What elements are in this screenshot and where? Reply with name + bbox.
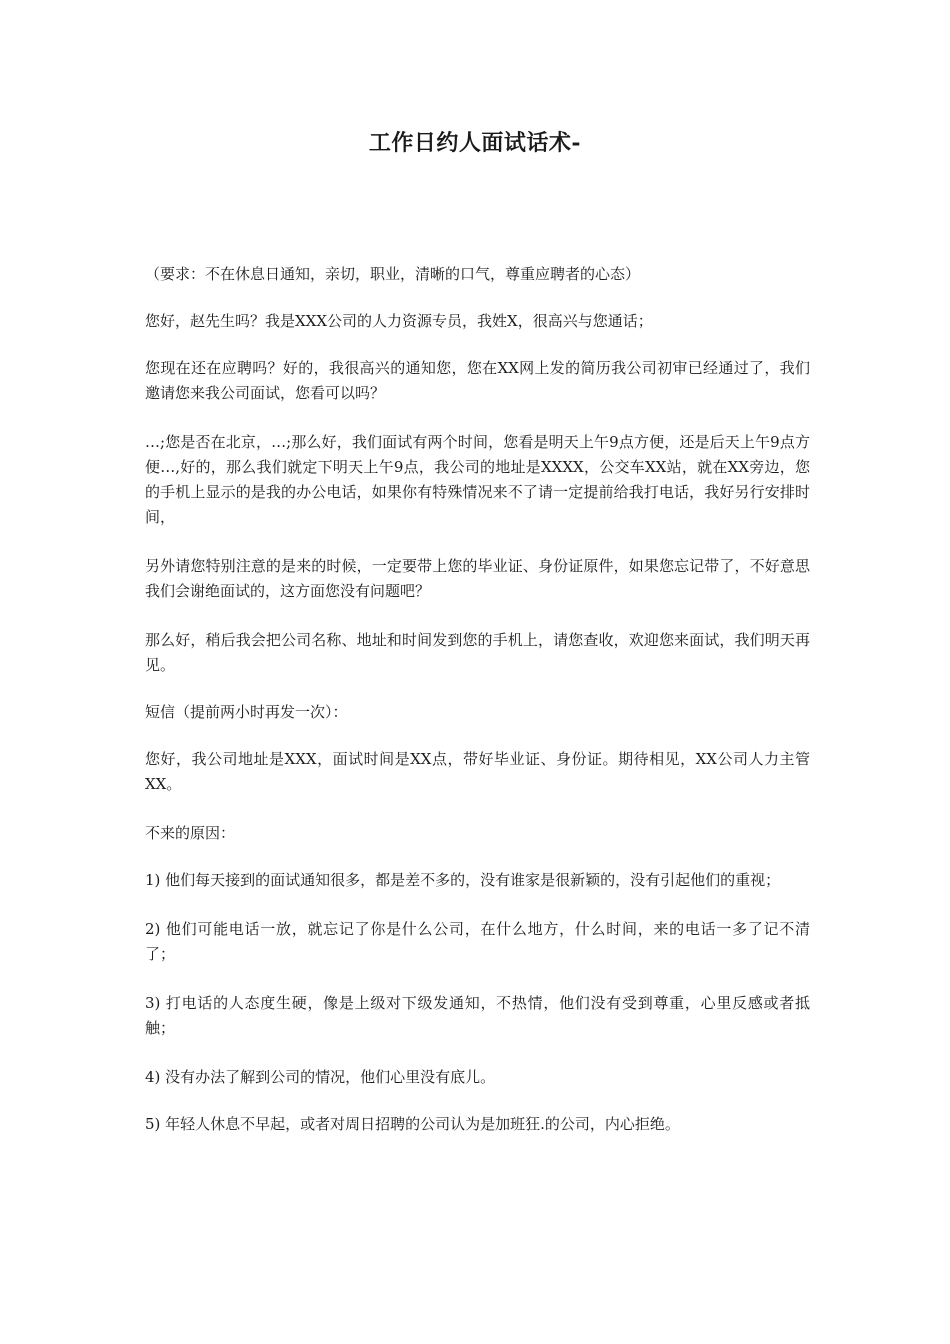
paragraph-invitation: 您现在还在应聘吗？好的，我很高兴的通知您，您在XX网上发的简历我公司初审已经通过了，我们邀请您来我公司面试，您看可以吗？ bbox=[145, 359, 810, 402]
list-item-reason-2: 2) 他们可能电话一放，就忘记了你是什么公司，在什么地方，什么时间，来的电话一多了记不清了； bbox=[145, 920, 810, 963]
paragraph-sms-content: 您好，我公司地址是XXX，面试时间是XX点，带好毕业证、身份证。期待相见，XX公司人力主管XX。 bbox=[145, 750, 810, 793]
paragraph-documents-reminder: 另外请您特别注意的是来的时候，一定要带上您的毕业证、身份证原件，如果您忘记带了，不好意思我们会谢绝面试的，这方面您没有问题吧？ bbox=[145, 557, 810, 600]
document-body bbox=[145, 262, 810, 1161]
paragraph-closing: 那么好，稍后我会把公司名称、地址和时间发到您的手机上，请您查收，欢迎您来面试，我们明天再见。 bbox=[145, 631, 810, 674]
list-item-reason-1: 1) 他们每天接到的面试通知很多，都是差不多的，没有谁家是很新颖的，没有引起他们的重视； bbox=[145, 871, 781, 889]
paragraph-schedule: …;您是否在北京，…;那么好，我们面试有两个时间，您看是明天上午9点方便，还是后天上午9点方便…,好的，那么我们就定下明天上午9点，我公司的地址是XXXX，公交车XX站，就在XX旁边，您的手机上显示的是我的办公电话，如果你有特殊情况来不了请一定提前给我打电话，我好另行安排时间， bbox=[145, 433, 810, 526]
paragraph-reasons-heading: 不来的原因： bbox=[145, 824, 236, 842]
paragraph-greeting: 您好，赵先生吗？我是XXX公司的人力资源专员，我姓X，很高兴与您通话； bbox=[145, 312, 653, 330]
paragraph-requirements: （要求：不在休息日通知，亲切，职业，清晰的口气，尊重应聘者的心态） bbox=[145, 265, 641, 283]
document-title: 工作日约人面试话术- bbox=[368, 130, 582, 156]
paragraph-sms-heading: 短信（提前两小时再发一次）： bbox=[145, 703, 348, 721]
list-item-reason-5: 5) 年轻人休息不早起，或者对周日招聘的公司认为是加班狂.的公司，内心拒绝。 bbox=[145, 1115, 680, 1133]
list-item-reason-4: 4) 没有办法了解到公司的情况，他们心里没有底儿。 bbox=[145, 1068, 496, 1086]
list-item-reason-3: 3) 打电话的人态度生硬，像是上级对下级发通知，不热情，他们没有受到尊重，心里反感或者抵触； bbox=[145, 994, 810, 1037]
